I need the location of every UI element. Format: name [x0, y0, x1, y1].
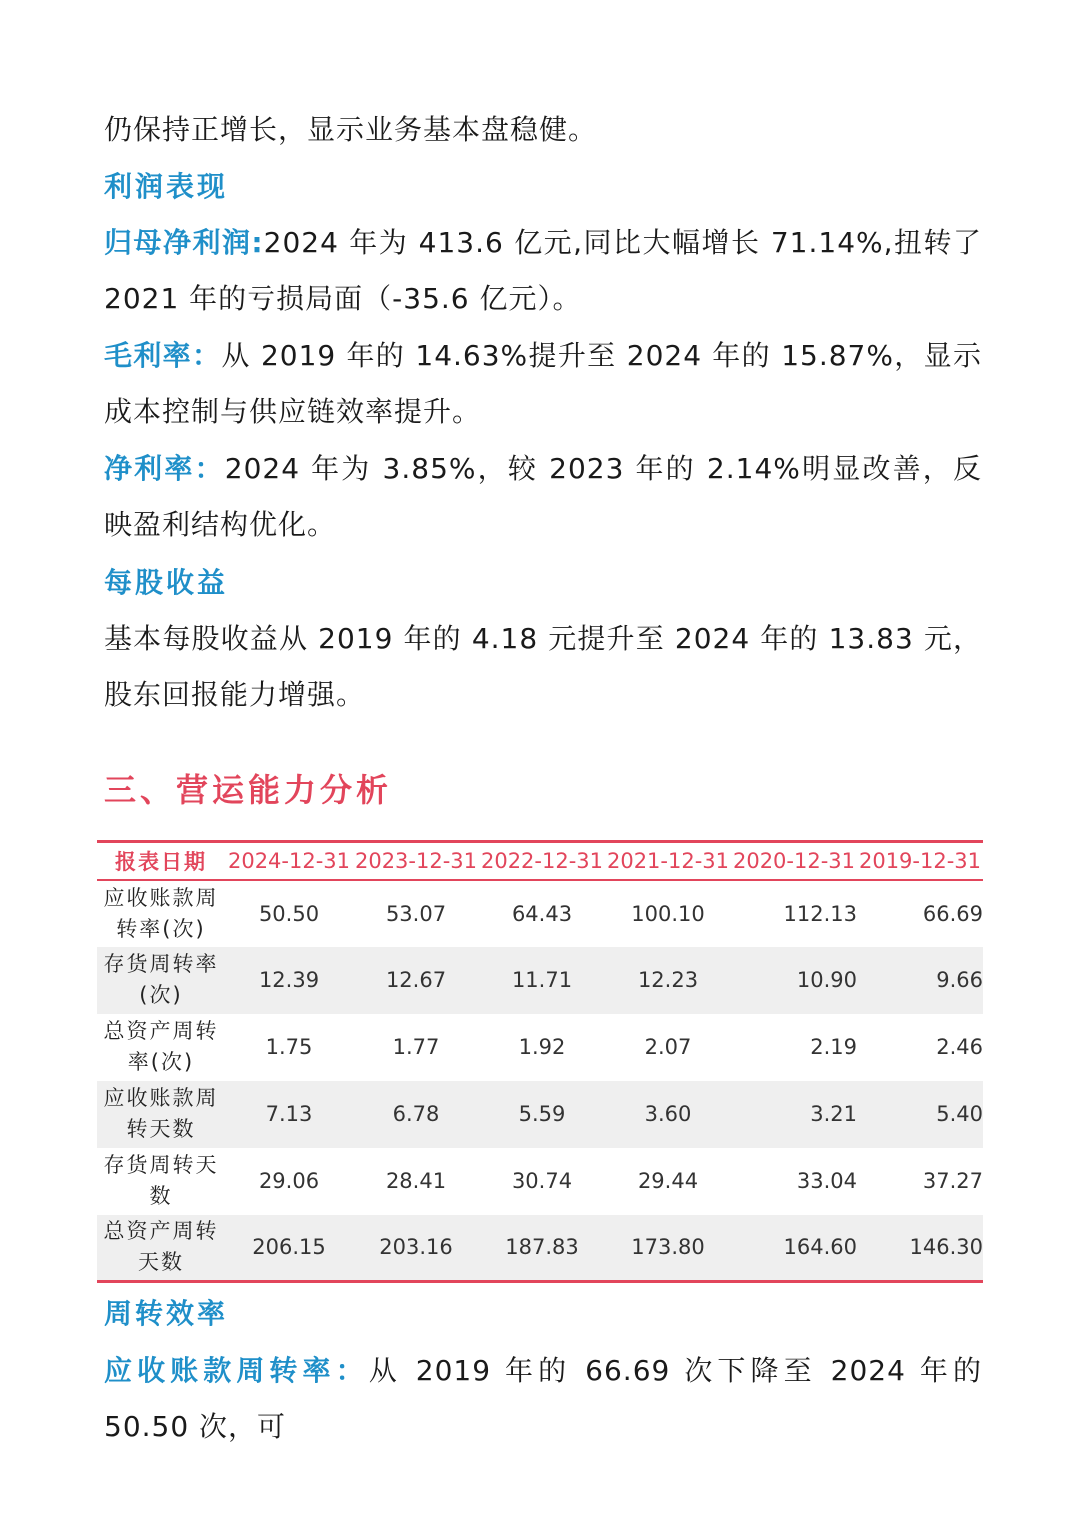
- table-cell: 112.13: [783, 901, 857, 926]
- row-label: 总资产周转率(次): [103, 1019, 219, 1074]
- table-cell: 2.46: [936, 1035, 983, 1059]
- table-cell: 64.43: [511, 901, 573, 926]
- table-row: [97, 1081, 983, 1148]
- paragraph-label: 归母净利润:: [104, 226, 264, 259]
- table-cell: 37.27: [922, 1169, 983, 1193]
- paragraph-net-margin: [104, 441, 982, 553]
- subheading-turnover: 周转效率: [104, 1297, 229, 1330]
- paragraph-receivable-turnover: [104, 1343, 982, 1455]
- table-cell: 12.23: [637, 968, 699, 992]
- table-cell: 7.13: [265, 1102, 313, 1126]
- subheading-profit: 利润表现: [104, 170, 229, 203]
- table-cell: 53.07: [385, 901, 447, 926]
- table-cell: 5.59: [518, 1102, 566, 1126]
- paragraph-label: 应收账款周转率：: [104, 1354, 369, 1387]
- table-cell: 100.10: [631, 901, 705, 926]
- paragraph-text: 2024 年为 3.85%，较 2023 年的 2.14%明显改善，反映盈利结构优化。: [104, 452, 982, 541]
- table-row: [97, 947, 983, 1014]
- table-row: [97, 1215, 983, 1282]
- row-label: 存货周转率(次): [103, 952, 219, 1007]
- table-cell: 29.44: [637, 1169, 699, 1193]
- table-cell: 3.21: [810, 1102, 857, 1126]
- table-cell: 33.04: [796, 1169, 857, 1193]
- table-header-cell: 2020-12-31: [731, 842, 857, 880]
- paragraph-text: 从 2019 年的 14.63%提升至 2024 年的 15.87%，显示成本控制与供应链效率提升。: [104, 339, 982, 428]
- table-cell: 6.78: [392, 1102, 440, 1126]
- table-row: [97, 1148, 983, 1215]
- table-cell: 10.90: [796, 968, 857, 992]
- table-cell: 173.80: [605, 1215, 731, 1282]
- row-label: 总资产周转天数: [97, 1215, 225, 1282]
- row-label: 应收账款周转率(次): [103, 885, 219, 941]
- subheading-eps: 每股收益: [104, 566, 229, 599]
- table-cell: 1.77: [392, 1035, 440, 1059]
- table-header-cell: 2023-12-31: [353, 842, 479, 880]
- table-cell: 146.30: [857, 1215, 983, 1282]
- table-cell: 5.40: [936, 1102, 983, 1126]
- table-header-cell: 2019-12-31: [857, 842, 983, 880]
- table-cell: 187.83: [479, 1215, 605, 1282]
- table-cell: 28.41: [385, 1169, 447, 1193]
- table-cell: 1.92: [518, 1035, 566, 1059]
- paragraph-text: 从 2019 年的 66.69 次下降至 2024 年的 50.50 次，可: [104, 1354, 982, 1443]
- operating-capacity-table: [97, 840, 983, 1283]
- paragraph-eps: [104, 611, 982, 723]
- table-cell: 2.19: [810, 1035, 857, 1059]
- paragraph-gross-margin: [104, 328, 982, 440]
- table-cell: 12.39: [258, 968, 320, 992]
- table-cell: 50.50: [258, 901, 320, 926]
- table-cell: 2.07: [644, 1035, 692, 1059]
- paragraph-text: 基本每股收益从 2019 年的 4.18 元提升至 2024 年的 13.83 元，股东回报能力增强。: [104, 622, 982, 711]
- table-cell: 1.75: [265, 1035, 313, 1059]
- row-label: 存货周转天数: [103, 1153, 219, 1208]
- paragraph-net-profit: [104, 215, 982, 327]
- paragraph-text: 仍保持正增长，显示业务基本盘稳健。: [104, 113, 598, 146]
- table-cell: 66.69: [922, 901, 983, 926]
- table-cell: 30.74: [511, 1169, 573, 1193]
- paragraph-label: 毛利率：: [104, 339, 222, 372]
- table-cell: 12.67: [385, 968, 447, 992]
- table-header-cell: 2022-12-31: [479, 842, 605, 880]
- paragraph-label: 净利率：: [104, 452, 225, 485]
- table-cell: 11.71: [511, 968, 573, 992]
- table-cell: 3.60: [644, 1102, 692, 1126]
- paragraph-continuation: [104, 102, 982, 158]
- table-header-row: [97, 842, 983, 880]
- table-cell: 164.60: [731, 1215, 857, 1282]
- table-header-cell: 2021-12-31: [605, 842, 731, 880]
- table-cell: 9.66: [936, 968, 983, 992]
- table-header-cell: 报表日期: [97, 842, 225, 880]
- row-label: 应收账款周转天数: [103, 1086, 219, 1141]
- table-row: [97, 880, 983, 947]
- section-title: 三、营运能力分析: [104, 771, 393, 809]
- paragraph-text: 2024 年为 413.6 亿元,同比大幅增长 71.14%,扭转了 2021 年的亏损局面（-35.6 亿元）。: [104, 226, 982, 315]
- table-header-cell: 2024-12-31: [225, 842, 353, 880]
- table-row: [97, 1014, 983, 1081]
- table-cell: 203.16: [353, 1215, 479, 1282]
- table-cell: 29.06: [258, 1169, 320, 1193]
- table-cell: 206.15: [225, 1215, 353, 1282]
